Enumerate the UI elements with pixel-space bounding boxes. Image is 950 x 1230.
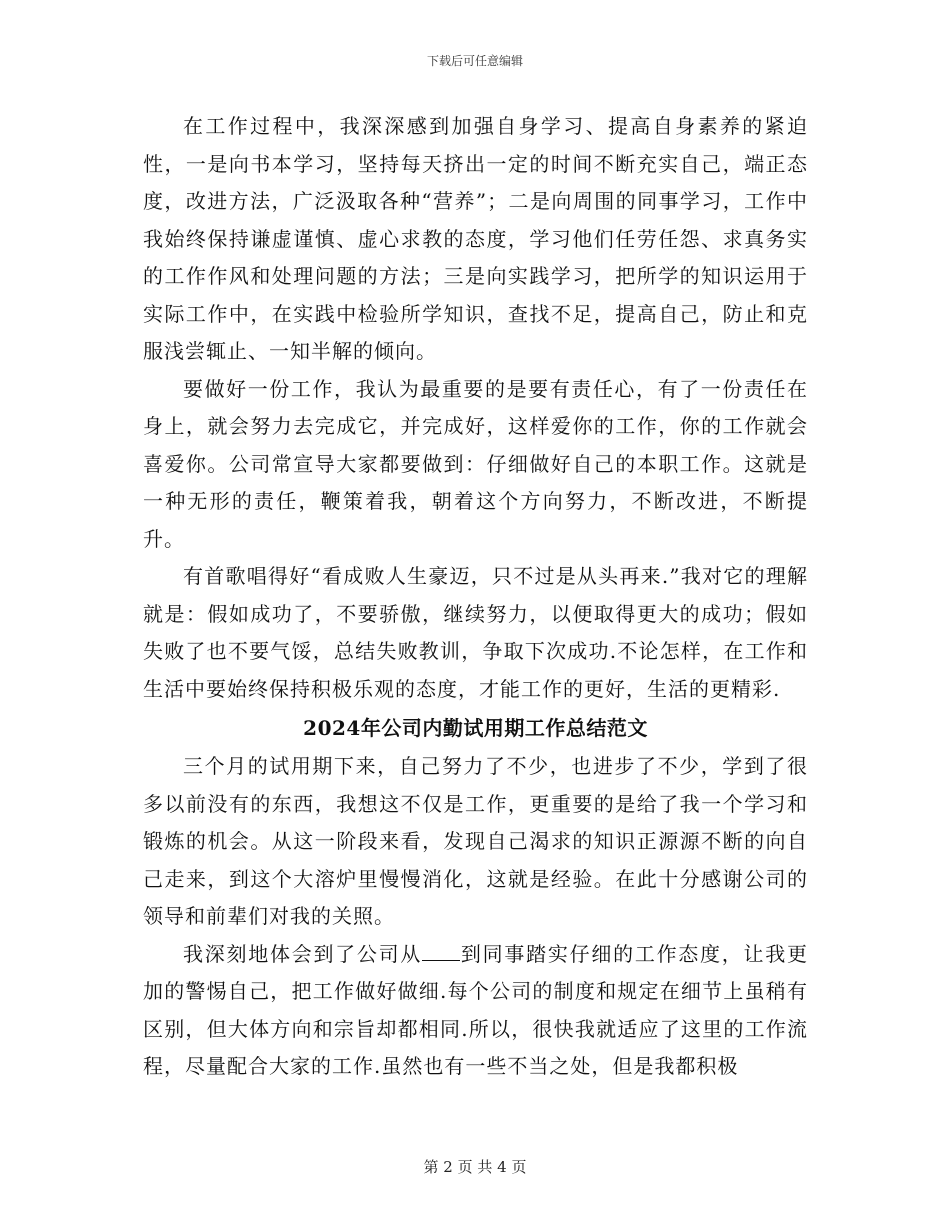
paragraph-probation-summary: 三个月的试用期下来，自己努力了不少，也进步了不少，学到了很多以前没有的东西，我想这不仅是工作，更重要的是给了我一个学习和锻炼的机会。从这一阶段来看，发现自己渴求的知识正源源不断的向自己走来，到这个大溶炉里慢慢消化，这就是经验。在此十分感谢公司的领导和前辈们对我的关照。 <box>143 754 808 928</box>
page-footer: 第 2 页 共 4 页 <box>423 1158 527 1176</box>
section-title: 2024年公司内勤试用期工作总结范文 <box>303 716 648 740</box>
page-header: 下载后可任意编辑 <box>426 54 523 68</box>
paragraph-self-study: 在工作过程中，我深深感到加强自身学习、提高自身素养的紧迫性，一是向书本学习，坚持每天挤出一定的时间不断充实自己，端正态度，改进方法，广泛汲取各种“营养”；二是向周围的同事学习，工作中我始终保持谦虚谨慎、虚心求教的态度，学习他们任劳任怨、求真务实的工作作风和处理问题的方法；三是向实践学习，把所学的知识运用于实际工作中，在实践中检验所学知识，查找不足，提高自己，防止和克服浅尝辄止、一知半解的倾向。 <box>143 114 808 363</box>
paragraph-song-quote: 有首歌唱得好“看成败人生豪迈，只不过是从头再来.”我对它的理解就是：假如成功了，不要骄傲，继续努力，以便取得更大的成功；假如失败了也不要气馁，总结失败教训，争取下次成功.不论怎样，在工作和生活中要始终保持积极乐观的态度，才能工作的更好，生活的更精彩. <box>143 564 808 701</box>
paragraph-work-attitude-rest: 到同事踏实仔细的工作态度，让我更加的警惕自己，把工作做好做细.每个公司的制度和规定在细节上虽稍有区别，但大体方向和宗旨却都相同.所以，很快我就适应了这里的工作流程，尽量配合大家的工作.虽然也有一些不当之处，但是我都积极 <box>143 941 809 1078</box>
fill-in-blank <box>422 942 460 961</box>
paragraph-work-attitude <box>143 936 808 1086</box>
document-body <box>143 108 808 1086</box>
paragraph-responsibility: 要做好一份工作，我认为最重要的是要有责任心，有了一份责任在身上，就会努力去完成它，并完成好，这样爱你的工作，你的工作就会喜爱你。公司常宣导大家都要做到：仔细做好自己的本职工作。这就是一种无形的责任，鞭策着我，朝着这个方向努力，不断改进，不断提升。 <box>143 376 808 551</box>
paragraph-work-attitude-start: 我深刻地体会到了公司从 <box>183 941 423 966</box>
